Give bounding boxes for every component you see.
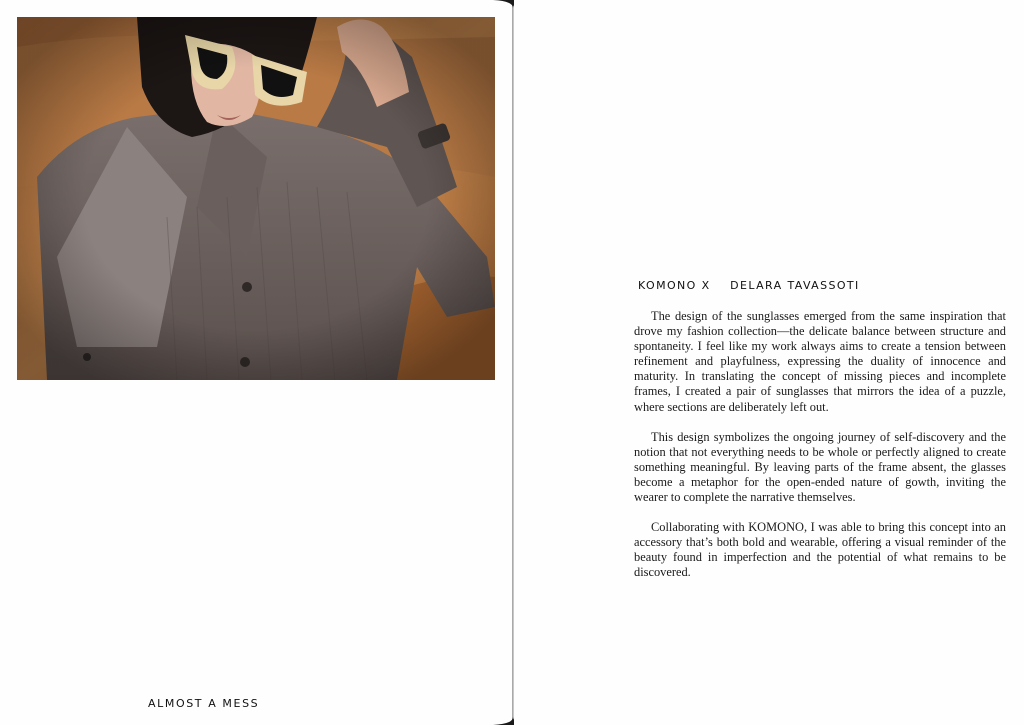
article-paragraph: Collaborating with KOMONO, I was able to bring this concept into an accessory that’s both bold and wearable, offering a visual reminder of the beauty found in imperfection and the potential of what remains to be discovered.: [634, 520, 1006, 580]
article-heading: KOMONO X DELARA TAVASSOTI: [638, 279, 860, 292]
footer-title: ALMOST A MESS: [148, 697, 260, 710]
fashion-portrait-photo: [17, 17, 495, 380]
article-body: [634, 309, 1006, 596]
article-paragraph: This design symbolizes the ongoing journey of self-discovery and the notion that not everything needs to be whole or perfectly aligned to create something meaningful. By leaving parts of the frame absent, the glasses become a metaphor for the open-ended nature of gowth, inviting the wearer to complete the narrative themselves.: [634, 429, 1006, 505]
article-paragraph: The design of the sunglasses emerged from the same inspiration that drove my fashion collection—the delicate balance between structure and spontaneity. I feel like my work always aims to create a tension between refinement and playfulness, expressing the duality of innocence and maturity. In translating the concept of missing pieces and incomplete frames, I created a pair of sunglasses that mirrors the idea of a puzzle, where sections are deliberately left out.: [634, 309, 1006, 414]
